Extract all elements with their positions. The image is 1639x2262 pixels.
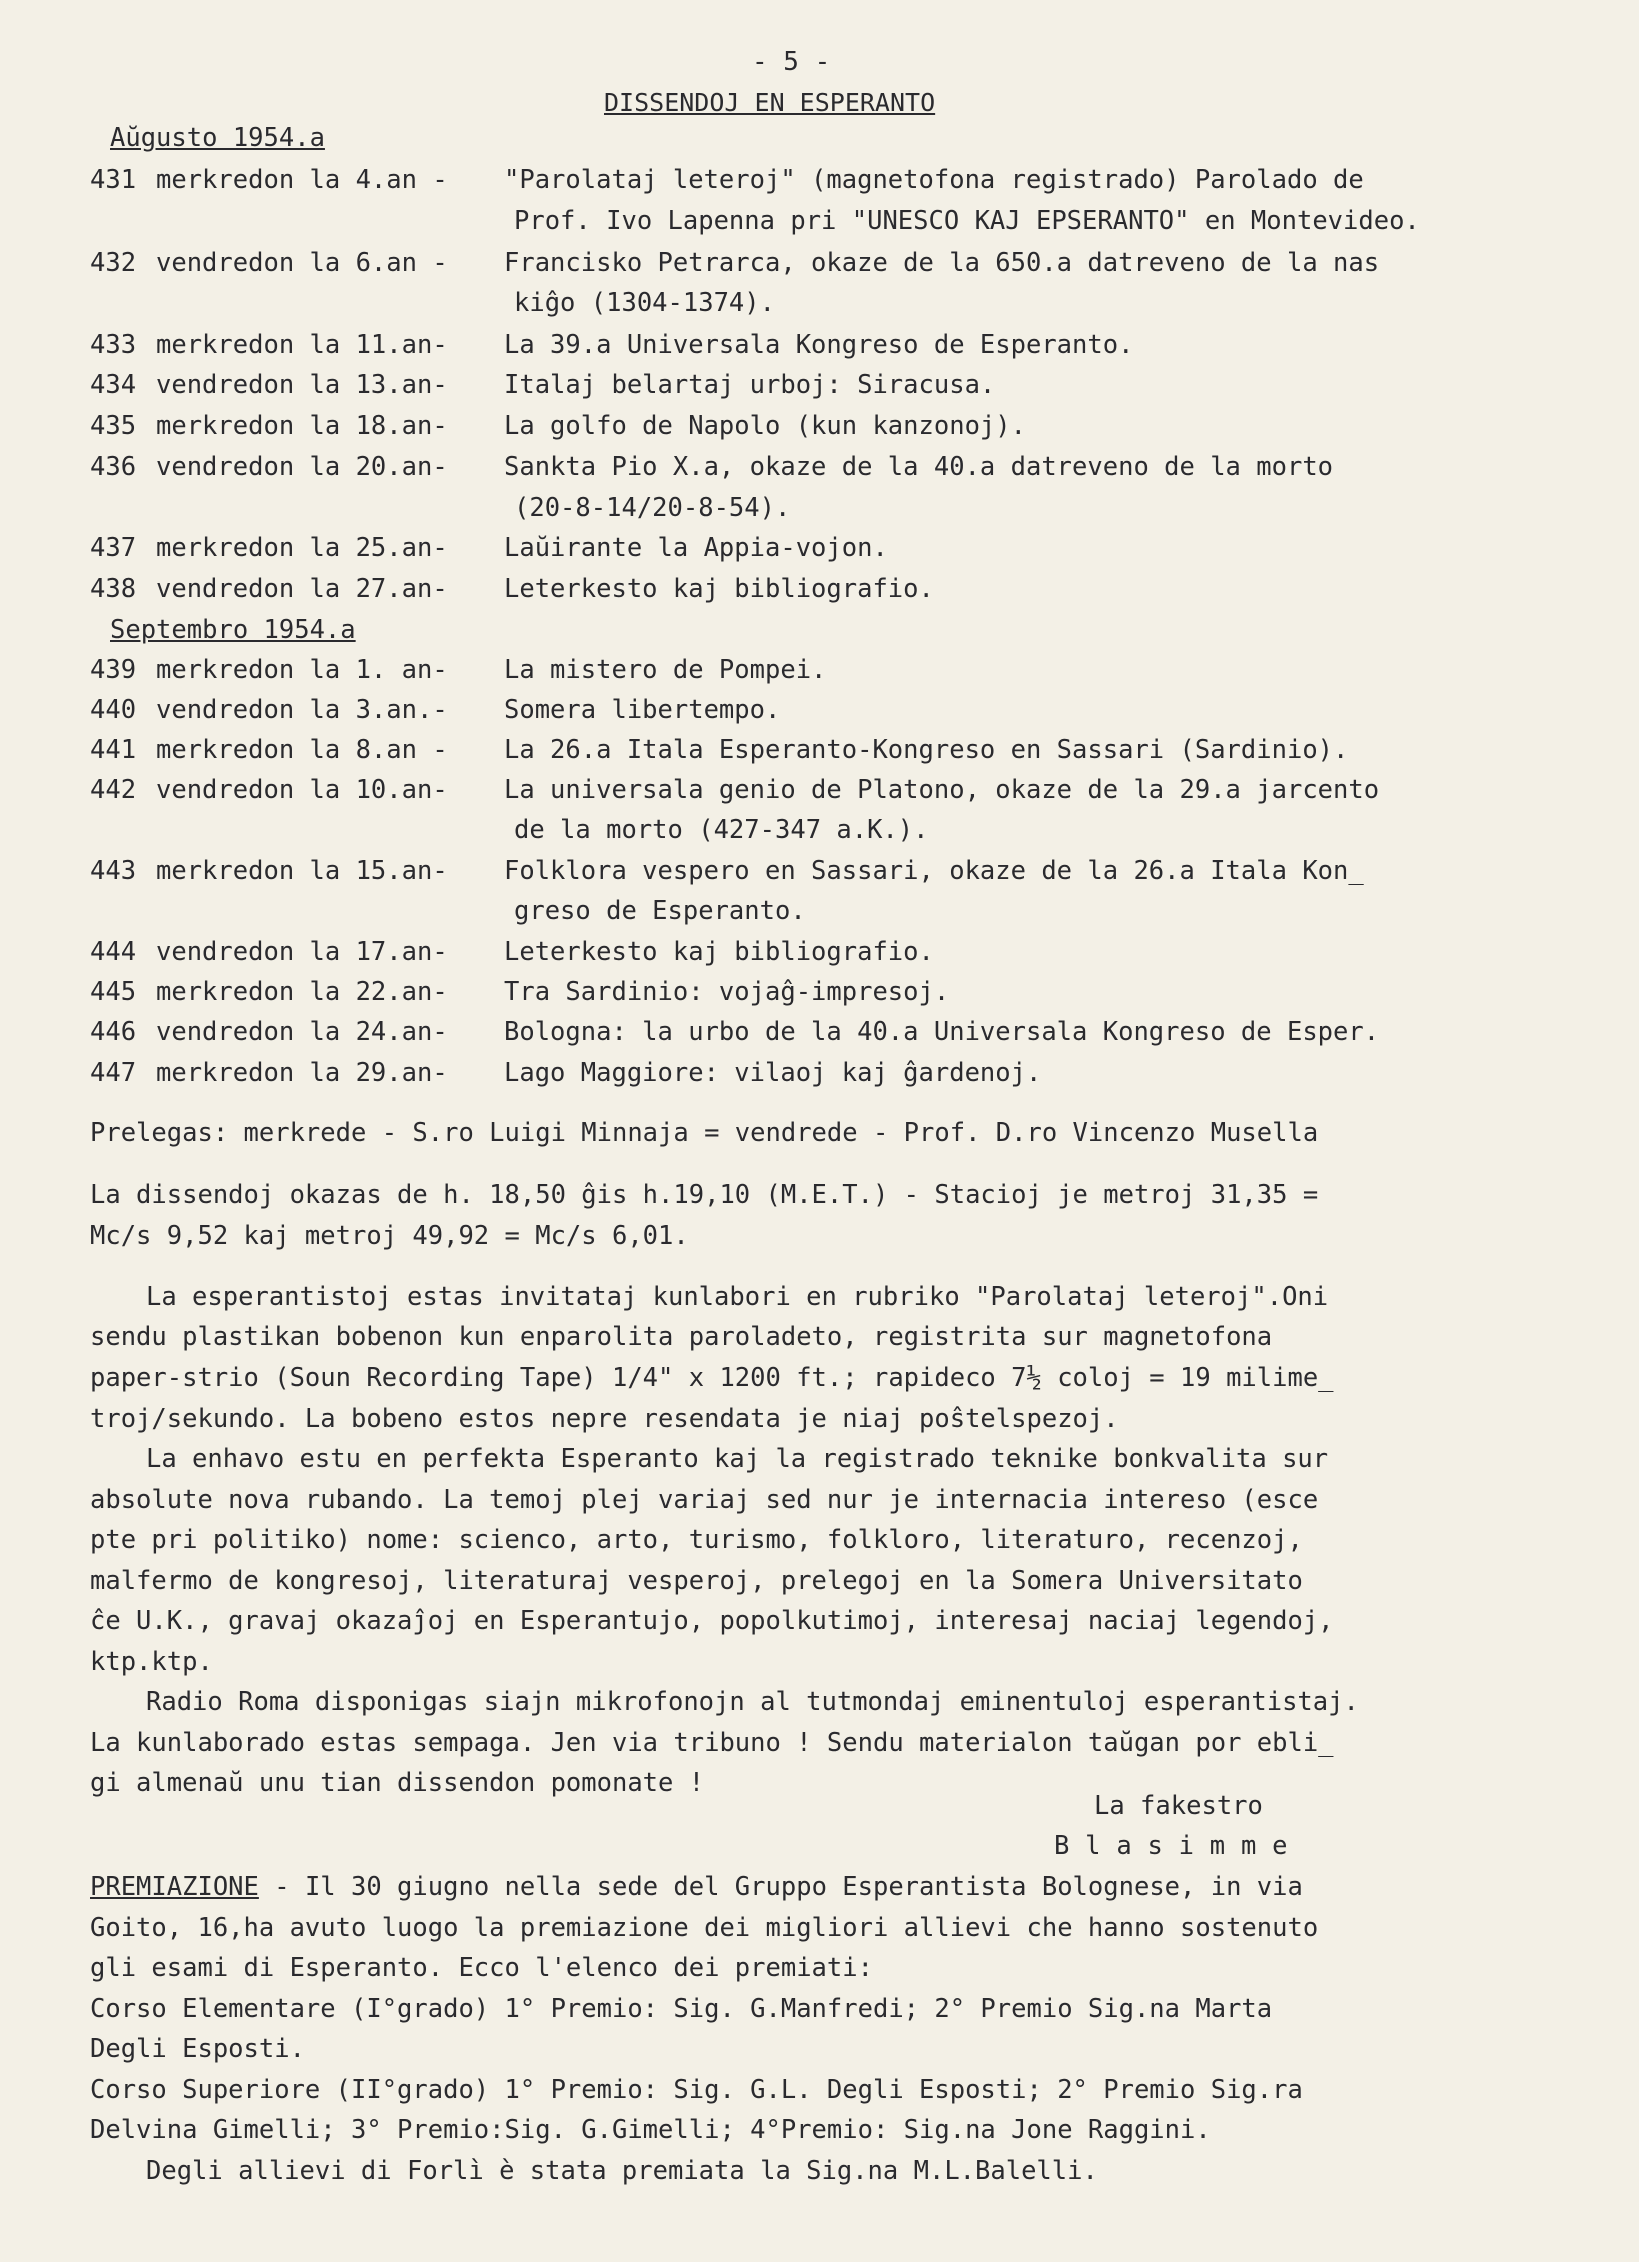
entry-436-continuation: (20-8-14/20-8-54). [514,493,791,523]
entry-442-continuation: de la morto (427-347 a.K.). [514,815,929,845]
lecturers-line: Prelegas: merkrede - S.ro Luigi Minnaja = vendrede - Prof. D.ro Vincenzo Musella [90,1118,1319,1148]
broadcast-line-1: La dissendoj okazas de h. 18,50 ĝis h.19,10 (M.E.T.) - Stacioj je metroj 31,35 = [90,1180,1319,1210]
entry-439: 439 merkredon la 1. an- La mistero de Pompei. [90,655,827,685]
invite-line-3: paper-strio (Soun Recording Tape) 1/4" x 1200 ft.; rapideco 7½ coloj = 19 milime_ [90,1363,1334,1393]
content-line-2: absolute nova rubando. La temoj plej variaj sed nur je internacia intereso (esce [90,1485,1319,1515]
premiazione-line-7: Delvina Gimelli; 3° Premio:Sig. G.Gimelli; 4°Premio: Sig.na Jone Raggini. [90,2115,1211,2145]
page-title: DISSENDOJ EN ESPERANTO [604,88,936,117]
entry-432-continuation: kiĝo (1304-1374). [514,288,775,318]
content-line-6: ktp.ktp. [90,1647,213,1677]
radio-line-2: La kunlaborado estas sempaga. Jen via tribuno ! Sendu materialon taŭgan por ebli_ [90,1728,1334,1758]
entry-442: 442 vendredon la 10.an- La universala genio de Platono, okaze de la 29.a jarcento [90,775,1380,805]
premiazione-line-4: Corso Elementare (I°grado) 1° Premio: Sig. G.Manfredi; 2° Premio Sig.na Marta [90,1994,1273,2024]
entry-437: 437 merkredon la 25.an- Laŭirante la Appia-vojon. [90,533,888,563]
radio-line-3: gi almenaŭ unu tian dissendon pomonate ! [90,1768,705,1798]
invite-line-2: sendu plastikan bobenon kun enparolita paroladeto, registrita sur magnetofona [90,1322,1273,1352]
month-heading-august: Aŭgusto 1954.a [110,123,325,153]
month-heading-september: Septembro 1954.a [110,615,356,645]
invite-line-1: La esperantistoj estas invitataj kunlabori en rubriko "Parolataj leteroj".Oni [146,1282,1329,1312]
signature-title: La fakestro [1094,1791,1263,1821]
entry-443: 443 merkredon la 15.an- Folklora vespero en Sassari, okaze de la 26.a Itala Kon_ [90,856,1364,886]
premiazione-line-2: Goito, 16,ha avuto luogo la premiazione dei migliori allievi che hanno sostenuto [90,1913,1319,1943]
entry-441: 441 merkredon la 8.an - La 26.a Itala Esperanto-Kongreso en Sassari (Sardinio). [90,735,1349,765]
premiazione-heading: PREMIAZIONE [90,1872,259,1902]
entry-433: 433 merkredon la 11.an- La 39.a Universala Kongreso de Esperanto. [90,330,1134,360]
entry-435: 435 merkredon la 18.an- La golfo de Napolo (kun kanzonoj). [90,411,1026,441]
entry-432: 432 vendredon la 6.an - Francisko Petrarca, okaze de la 650.a datreveno de la nas [90,248,1380,278]
content-line-3: pte pri politiko) nome: scienco, arto, turismo, folkloro, literaturo, recenzoj, [90,1525,1303,1555]
entry-431-continuation: Prof. Ivo Lapenna pri "UNESCO KAJ EPSERANTO" en Montevideo. [514,206,1420,236]
entry-438: 438 vendredon la 27.an- Leterkesto kaj bibliografio. [90,574,934,604]
entry-444: 444 vendredon la 17.an- Leterkesto kaj bibliografio. [90,937,934,967]
invite-line-4: troj/sekundo. La bobeno estos nepre resendata je niaj poŝtelspezoj. [90,1404,1119,1434]
entry-447: 447 merkredon la 29.an- Lago Maggiore: vilaoj kaj ĝardenoj. [90,1058,1042,1088]
content-line-4: malfermo de kongresoj, literaturaj vesperoj, prelegoj en la Somera Universitato [90,1566,1303,1596]
entry-436: 436 vendredon la 20.an- Sankta Pio X.a, okaze de la 40.a datreveno de la morto [90,452,1334,482]
broadcast-line-2: Mc/s 9,52 kaj metroj 49,92 = Mc/s 6,01. [90,1221,689,1251]
premiazione-line-1: PREMIAZIONE - Il 30 giugno nella sede del Gruppo Esperantista Bolognese, in via [90,1872,1303,1902]
radio-line-1: Radio Roma disponigas siajn mikrofonojn al tutmondaj eminentuloj esperantistaj. [146,1687,1359,1717]
signature-name: Blasimme [1054,1831,1304,1861]
entry-440: 440 vendredon la 3.an.- Somera libertempo. [90,695,781,725]
content-line-5: ĉe U.K., gravaj okazaĵoj en Esperantujo, popolkutimoj, interesaj naciaj legendoj, [90,1606,1334,1636]
page-number: - 5 - [752,47,831,77]
entry-434: 434 vendredon la 13.an- Italaj belartaj urboj: Siracusa. [90,370,996,400]
premiazione-line-6: Corso Superiore (II°grado) 1° Premio: Sig. G.L. Degli Esposti; 2° Premio Sig.ra [90,2075,1303,2105]
premiazione-line-3: gli esami di Esperanto. Ecco l'elenco dei premiati: [90,1953,873,1983]
entry-443-continuation: greso de Esperanto. [514,896,806,926]
entry-431: 431 merkredon la 4.an - "Parolataj leteroj" (magnetofona registrado) Parolado de [90,165,1364,195]
entry-445: 445 merkredon la 22.an- Tra Sardinio: vojaĝ-impresoj. [90,977,950,1007]
content-line-1: La enhavo estu en perfekta Esperanto kaj la registrado teknike bonkvalita sur [146,1444,1329,1474]
entry-446: 446 vendredon la 24.an- Bologna: la urbo de la 40.a Universala Kongreso de Esper. [90,1017,1380,1047]
premiazione-line-8: Degli allievi di Forlì è stata premiata la Sig.na M.L.Balelli. [146,2156,1098,2186]
premiazione-line-5: Degli Esposti. [90,2034,305,2064]
